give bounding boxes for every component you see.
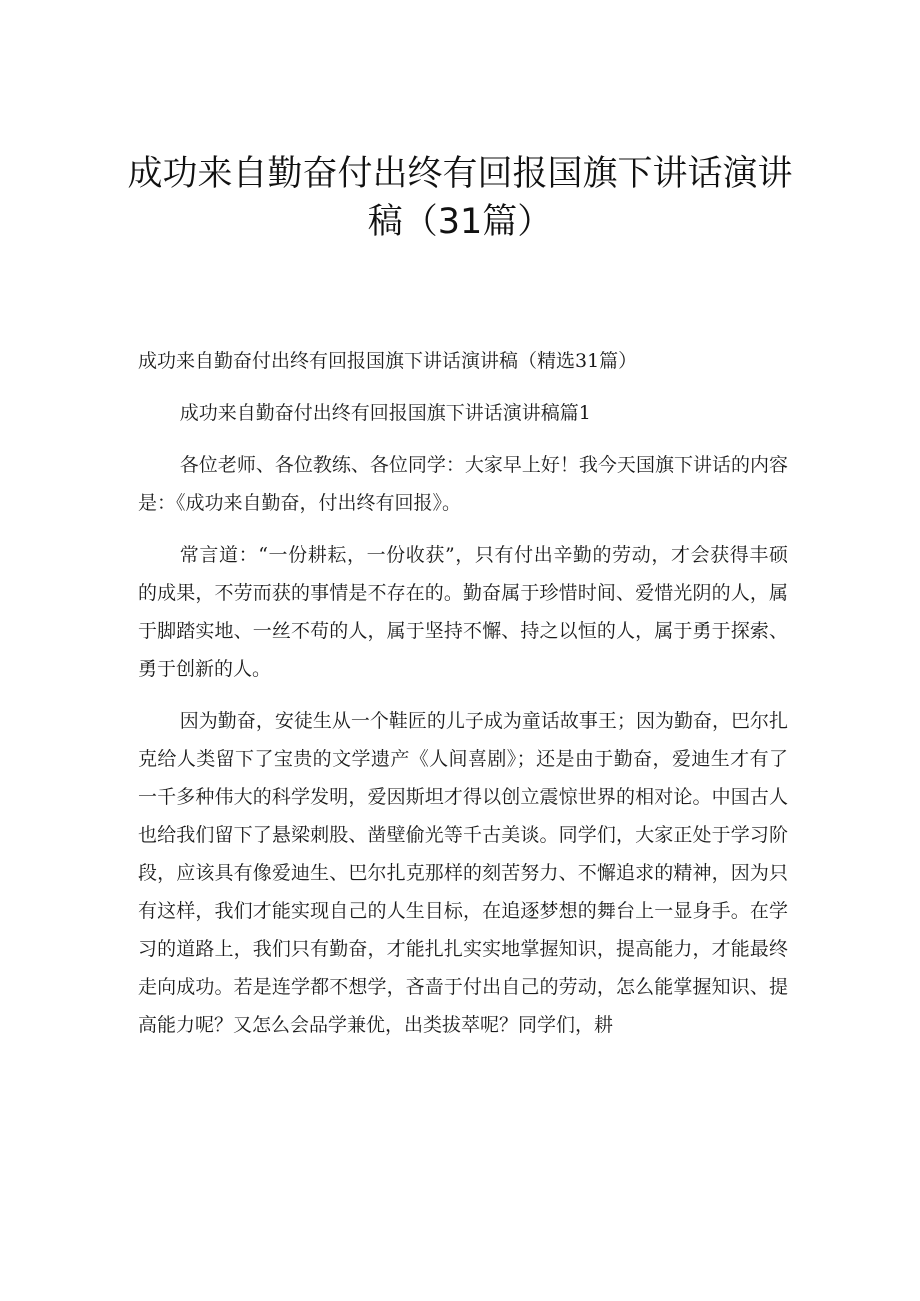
section-heading: 成功来自勤奋付出终有回报国旗下讲话演讲稿篇1 (179, 402, 591, 424)
paragraph-2: 常言道：“一份耕耘，一份收获”，只有付出辛勤的劳动，才会获得丰硕的成果，不劳而获的事情是不存在的。勤奋属于珍惜时间、爱惜光阴的人，属于脚踏实地、一丝不苟的人，属于坚持不懈、持之以恒的人，属于勇于探索、勇于创新的人。 (138, 544, 788, 680)
document-title (110, 150, 810, 246)
paragraph-3: 因为勤奋，安徒生从一个鞋匠的儿子成为童话故事王；因为勤奋，巴尔扎克给人类留下了宝贵的文学遗产《人间喜剧》；还是由于勤奋，爱迪生才有了一千多种伟大的科学发明，爱因斯坦才得以创立震惊世界的相对论。中国古人也给我们留下了悬梁刺股、凿壁偷光等千古美谈。同学们，大家正处于学习阶段，应该具有像爱迪生、巴尔扎克那样的刻苦努力、不懈追求的精神，因为只有这样，我们才能实现自己的人生目标，在追逐梦想的舞台上一显身手。在学习的道路上，我们只有勤奋，才能扎扎实实地掌握知识，提高能力，才能最终走向成功。若是连学都不想学，吝啬于付出自己的劳动，怎么能掌握知识、提高能力呢？又怎么会品学兼优，出类拔萃呢？同学们，耕 (138, 710, 788, 1036)
document-body (138, 342, 788, 1058)
title-line-1: 成功来自勤奋付出终有回报国旗下讲话演讲 (127, 154, 793, 194)
paragraph-1: 各位老师、各位教练、各位同学：大家早上好！我今天国旗下讲话的内容是：《成功来自勤奋，付出终有回报》。 (138, 454, 788, 514)
lead-line: 成功来自勤奋付出终有回报国旗下讲话演讲稿（精选31篇） (138, 350, 638, 372)
title-line-2: 稿（31篇） (367, 202, 553, 242)
